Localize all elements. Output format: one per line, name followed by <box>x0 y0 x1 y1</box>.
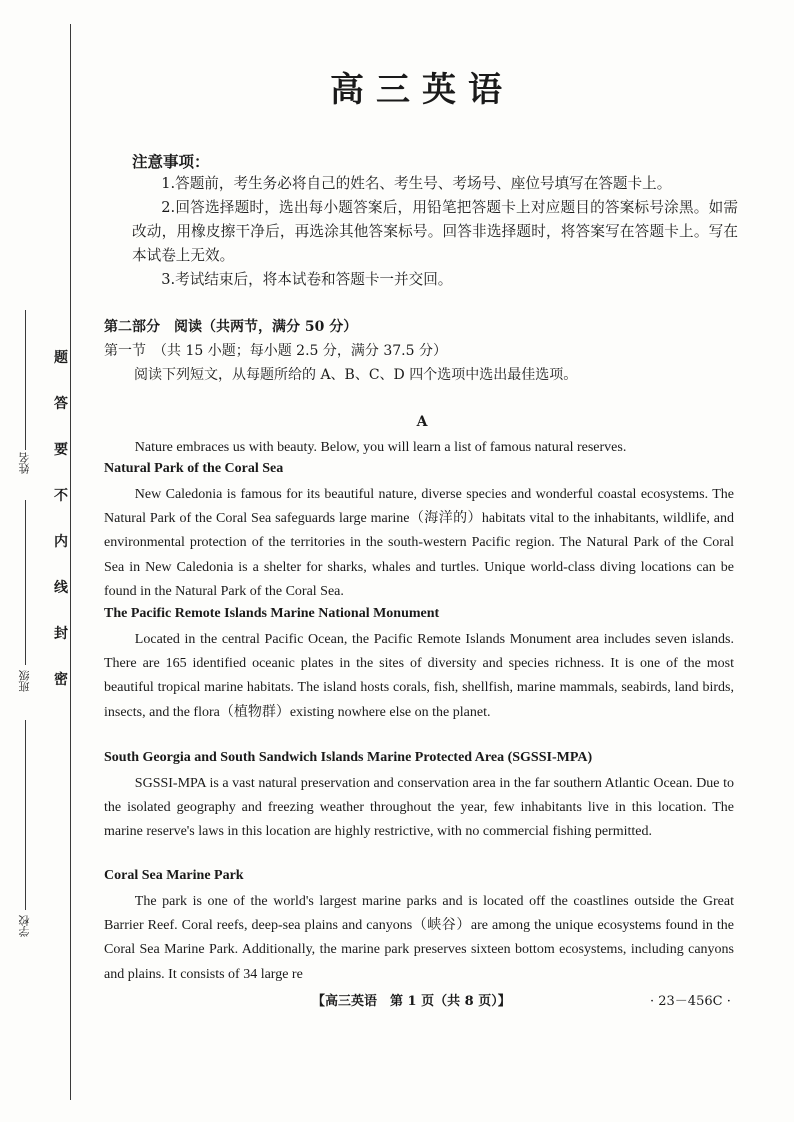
instruction: 阅读下列短文，从每题所给的 A、B、C、D 四个选项中选出最佳选项。 <box>134 367 578 383</box>
section-body: New Caledonia is famous for its beautiful nature, diverse species and wonderful coastal ecosystems. The Natural Park of the Coral Sea safeguards large marine（海洋的）habitats vital to the inhabitants, wildlife, and environmental protection of the territories in the south-western Pacific region. The Natural Park of the Coral Sea in New Caledonia is a shelter for sharks, whales and turtles. Unique world-class diving locations can be found in the Natural Park of the Coral Sea. <box>104 487 734 599</box>
notice-item-1: 1.答题前，考生务必将自己的姓名、考生号、考场号、座位号填写在答题卡上。 <box>161 175 672 192</box>
seal-line-warning: 题 答 要 不 内 线 封 密 <box>54 350 68 688</box>
school-write-line <box>25 720 26 910</box>
part-title: 第二部分 阅读（共两节，满分 50 分） <box>104 319 358 335</box>
section-title: 第一节 （共 15 小题；每小题 2.5 分，满分 37.5 分） <box>104 343 447 359</box>
passage-letter: A <box>416 414 428 430</box>
notice-heading: 注意事项： <box>132 152 210 171</box>
section-body: The park is one of the world's largest marine parks and is located off the coastlines outside the Great Barrier Reef. Coral reefs, deep-sea plains and canyons（峡谷）are among the unique ecosystems found in the Coral Sea Marine Park. Additionally, the marine park preserves sixteen bottom ecosystems, including canyons and plains. It consists of 34 large re <box>104 894 734 982</box>
section-heading: South Georgia and South Sandwich Islands Marine Protected Area (SGSSI-MPA) <box>104 750 593 765</box>
section-heading: Coral Sea Marine Park <box>104 868 244 883</box>
binding-line <box>70 24 71 1100</box>
page-title: 高三英语 <box>330 70 514 110</box>
name-label: 姓名 <box>18 452 31 474</box>
section-body: SGSSI-MPA is a vast natural preservation and conservation area in the far southern Atlantic Ocean. Due to the isolated geography and freezing weather throughout the year, few inhabitants live in this location. The marine reserve's laws in this location are highly restrictive, with no commercial fishing permitted. <box>104 776 734 840</box>
passage-intro: Nature embraces us with beauty. Below, you will learn a list of famous natural reserves. <box>134 440 627 455</box>
section-body: Located in the central Pacific Ocean, the Pacific Remote Islands Monument area includes seven islands. There are 165 identified oceanic plates in the sites of diversity and species richness. It is one of the most beautiful tropical marine habitats. The island hosts corals, fish, shellfish, marine mammals, seabirds, land birds, insects, and the flora（植物群）existing nowhere else on the planet. <box>104 632 734 720</box>
name-write-line <box>25 310 26 450</box>
notice-item-2: 2.回答选择题时，选出每小题答案后，用铅笔把答题卡上对应题目的答案标号涂黑。如需改动，用橡皮擦干净后，再选涂其他答案标号。回答非选择题时，将答案写在答题卡上。写在本试卷上无效。 <box>132 199 738 264</box>
class-label: 班级 <box>18 670 31 692</box>
class-write-line <box>25 500 26 665</box>
section-heading: The Pacific Remote Islands Marine National Monument <box>104 606 440 621</box>
exam-code: · 23－456C · <box>650 994 731 1009</box>
section-heading: Natural Park of the Coral Sea <box>104 461 284 476</box>
notice-item-3: 3.考试结束后，将本试卷和答题卡一并交回。 <box>161 271 453 288</box>
school-label: 学校 <box>18 915 31 937</box>
page-number-label: 【高三英语 第 1 页（共 8 页）】 <box>312 994 511 1009</box>
